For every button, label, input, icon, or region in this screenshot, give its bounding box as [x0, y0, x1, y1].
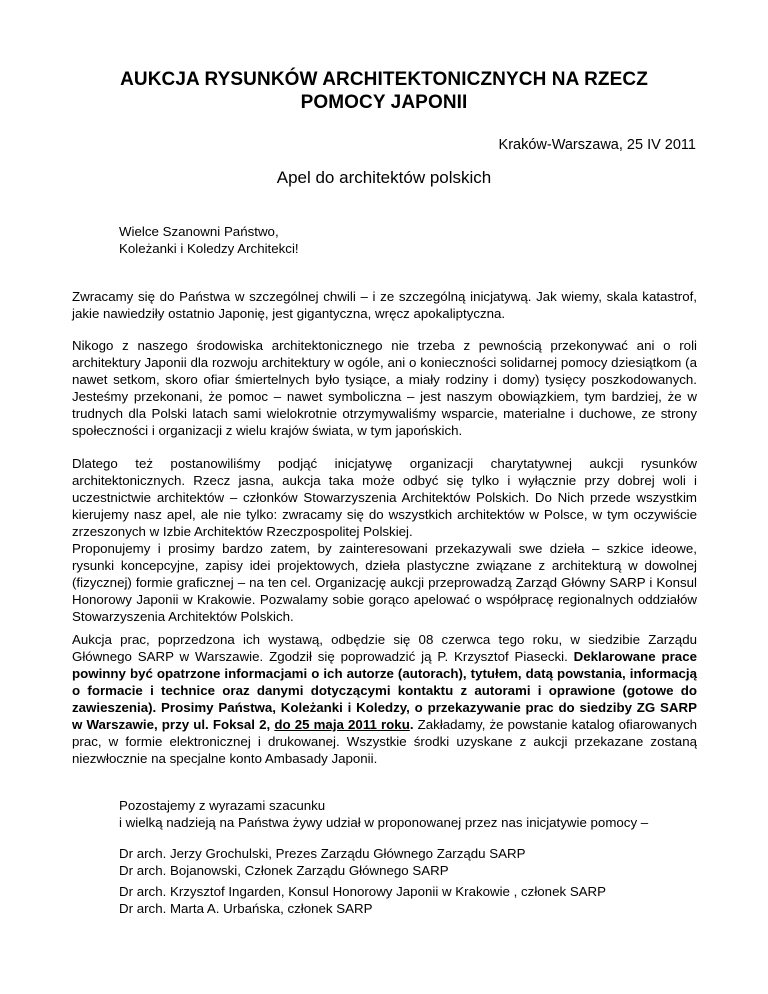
paragraph-2	[72, 337, 697, 439]
paragraph-5	[72, 631, 697, 767]
paragraph-1-text: Zwracamy się do Państwa w szczególnej chwili – i ze szczególną inicjatywą. Jak wiemy, skala katastrof, jakie nawiedziły ostatnio Japonię, jest gigantyczna, wręcz apokaliptyczna.	[72, 289, 697, 321]
place-and-date: Kraków-Warszawa, 25 IV 2011	[498, 137, 696, 153]
closing-line-2: i wielką nadzieją na Państwa żywy udział w proponowanej przez nas inicjatywie pomocy –	[119, 815, 649, 830]
paragraph-3-text: Dlatego też postanowiliśmy podjąć inicjatywę organizacji charytatywnej aukcji rysunków architektonicznych. Rzecz jasna, aukcja taka może odbyć się tylko i wyłącznie przy dobrej woli i uczestnictwie architektów – członków Stowarzyszenia Architektów Polskich. Do Nich przede wszystkim kierujemy nasz apel, ale nie tylko: zwracamy się do wszystkich architektów w Polsce, w tym oczywiście zrzeszonych w Izbie Architektów Rzeczpospolitej Polskiej.	[72, 456, 697, 539]
paragraph-5-text	[72, 631, 697, 767]
deadline-underlined: do 25 maja 2011 roku	[274, 717, 410, 732]
signature-bojanowski: Dr arch. Bojanowski, Członek Zarządu Głównego SARP	[119, 863, 449, 878]
paragraph-4-text: Proponujemy i prosimy bardzo zatem, by zainteresowani przekazywali swe dzieła – szkice ideowe, rysunki koncepcyjne, zapisy idei projektowych, dzieła plastyczne związane z architekturą w dowolnej (fizycznej) formie graficznej – na ten cel. Organizację aukcji przeprowadzą Zarząd Główny SARP i Konsul Honorowy Japonii w Krakowie. Pozwalamy sobie gorąco apelować o współpracę regionalnych oddziałów Stowarzyszenia Architektów Polskich.	[72, 541, 697, 624]
closing-line-1: Pozostajemy z wyrazami szacunku	[119, 798, 326, 813]
signature-ingarden: Dr arch. Krzysztof Ingarden, Konsul Honorowy Japonii w Krakowie , członek SARP	[119, 884, 607, 899]
signature-urbanska: Dr arch. Marta A. Urbańska, członek SARP	[119, 901, 373, 916]
greeting	[119, 223, 299, 257]
title-line-2: POMOCY JAPONII	[300, 92, 468, 113]
signature-grochulski: Dr arch. Jerzy Grochulski, Prezes Zarządu Głównego Zarządu SARP	[119, 846, 526, 861]
title-line-1: AUKCJA RYSUNKÓW ARCHITEKTONICZNYCH NA RZECZ	[120, 69, 648, 90]
document-subtitle: Apel do architektów polskich	[276, 168, 492, 187]
signature-group-1	[119, 845, 525, 879]
paragraph-5-intro: Aukcja prac, poprzedzona ich wystawą, odbędzie się 08 czerwca tego roku, w siedzibie Zarządu Głównego SARP w Warszawie. Zgodził się poprowadzić ją P. Krzysztof Piasecki.	[72, 632, 697, 664]
greeting-line-2: Koleżanki i Koledzy Architekci!	[119, 241, 299, 256]
deadline-dot: .	[409, 717, 414, 732]
greeting-line-1: Wielce Szanowni Państwo,	[119, 224, 279, 239]
document-title	[70, 68, 698, 114]
paragraph-1	[72, 288, 697, 322]
paragraph-5-outro: Zakładamy, że powstanie katalog ofiarowanych prac, w formie elektronicznej i drukowanej. Wszystkie środki uzyskane z aukcji przekazane zostaną niezwłocznie na specjalne konto Ambasady Japonii.	[72, 717, 698, 766]
paragraph-5-bold-text: Deklarowane prace powinny być opatrzone informacjami o ich autorze (autorach), tytułem, datą powstania, informacją o formacie i technice oraz danymi dotyczącymi kontaktu z autorami i oprawione (gotowe do zawieszenia). Prosimy Państwa, Koleżanki i Koledzy, o przekazywanie prac do siedziby ZG SARP w Warszawie, przy ul. Foksal 2,	[72, 649, 697, 732]
paragraph-4	[72, 540, 697, 625]
paragraph-2-text: Nikogo z naszego środowiska architektonicznego nie trzeba z pewnością przekonywać ani o roli architektury Japonii dla rozwoju architektury w ogóle, ani o konieczności solidarnej pomocy dziesiątkom (a nawet setkom, skoro ofiar śmiertelnych było tysiące, a miały rodziny i domy) tysięcy poszkodowanych. Jesteśmy przekonani, że pomoc – nawet symboliczna – jest naszym obowiązkiem, tym bardziej, że w trudnych dla Polski latach sami wielokrotnie otrzymywaliśmy wsparcie, materialne i duchowe, ze strony społeczności i organizacji z wielu krajów świata, w tym japońskich.	[72, 338, 697, 438]
signature-group-2	[119, 883, 606, 917]
closing-remarks	[119, 797, 648, 831]
paragraph-3	[72, 455, 697, 540]
